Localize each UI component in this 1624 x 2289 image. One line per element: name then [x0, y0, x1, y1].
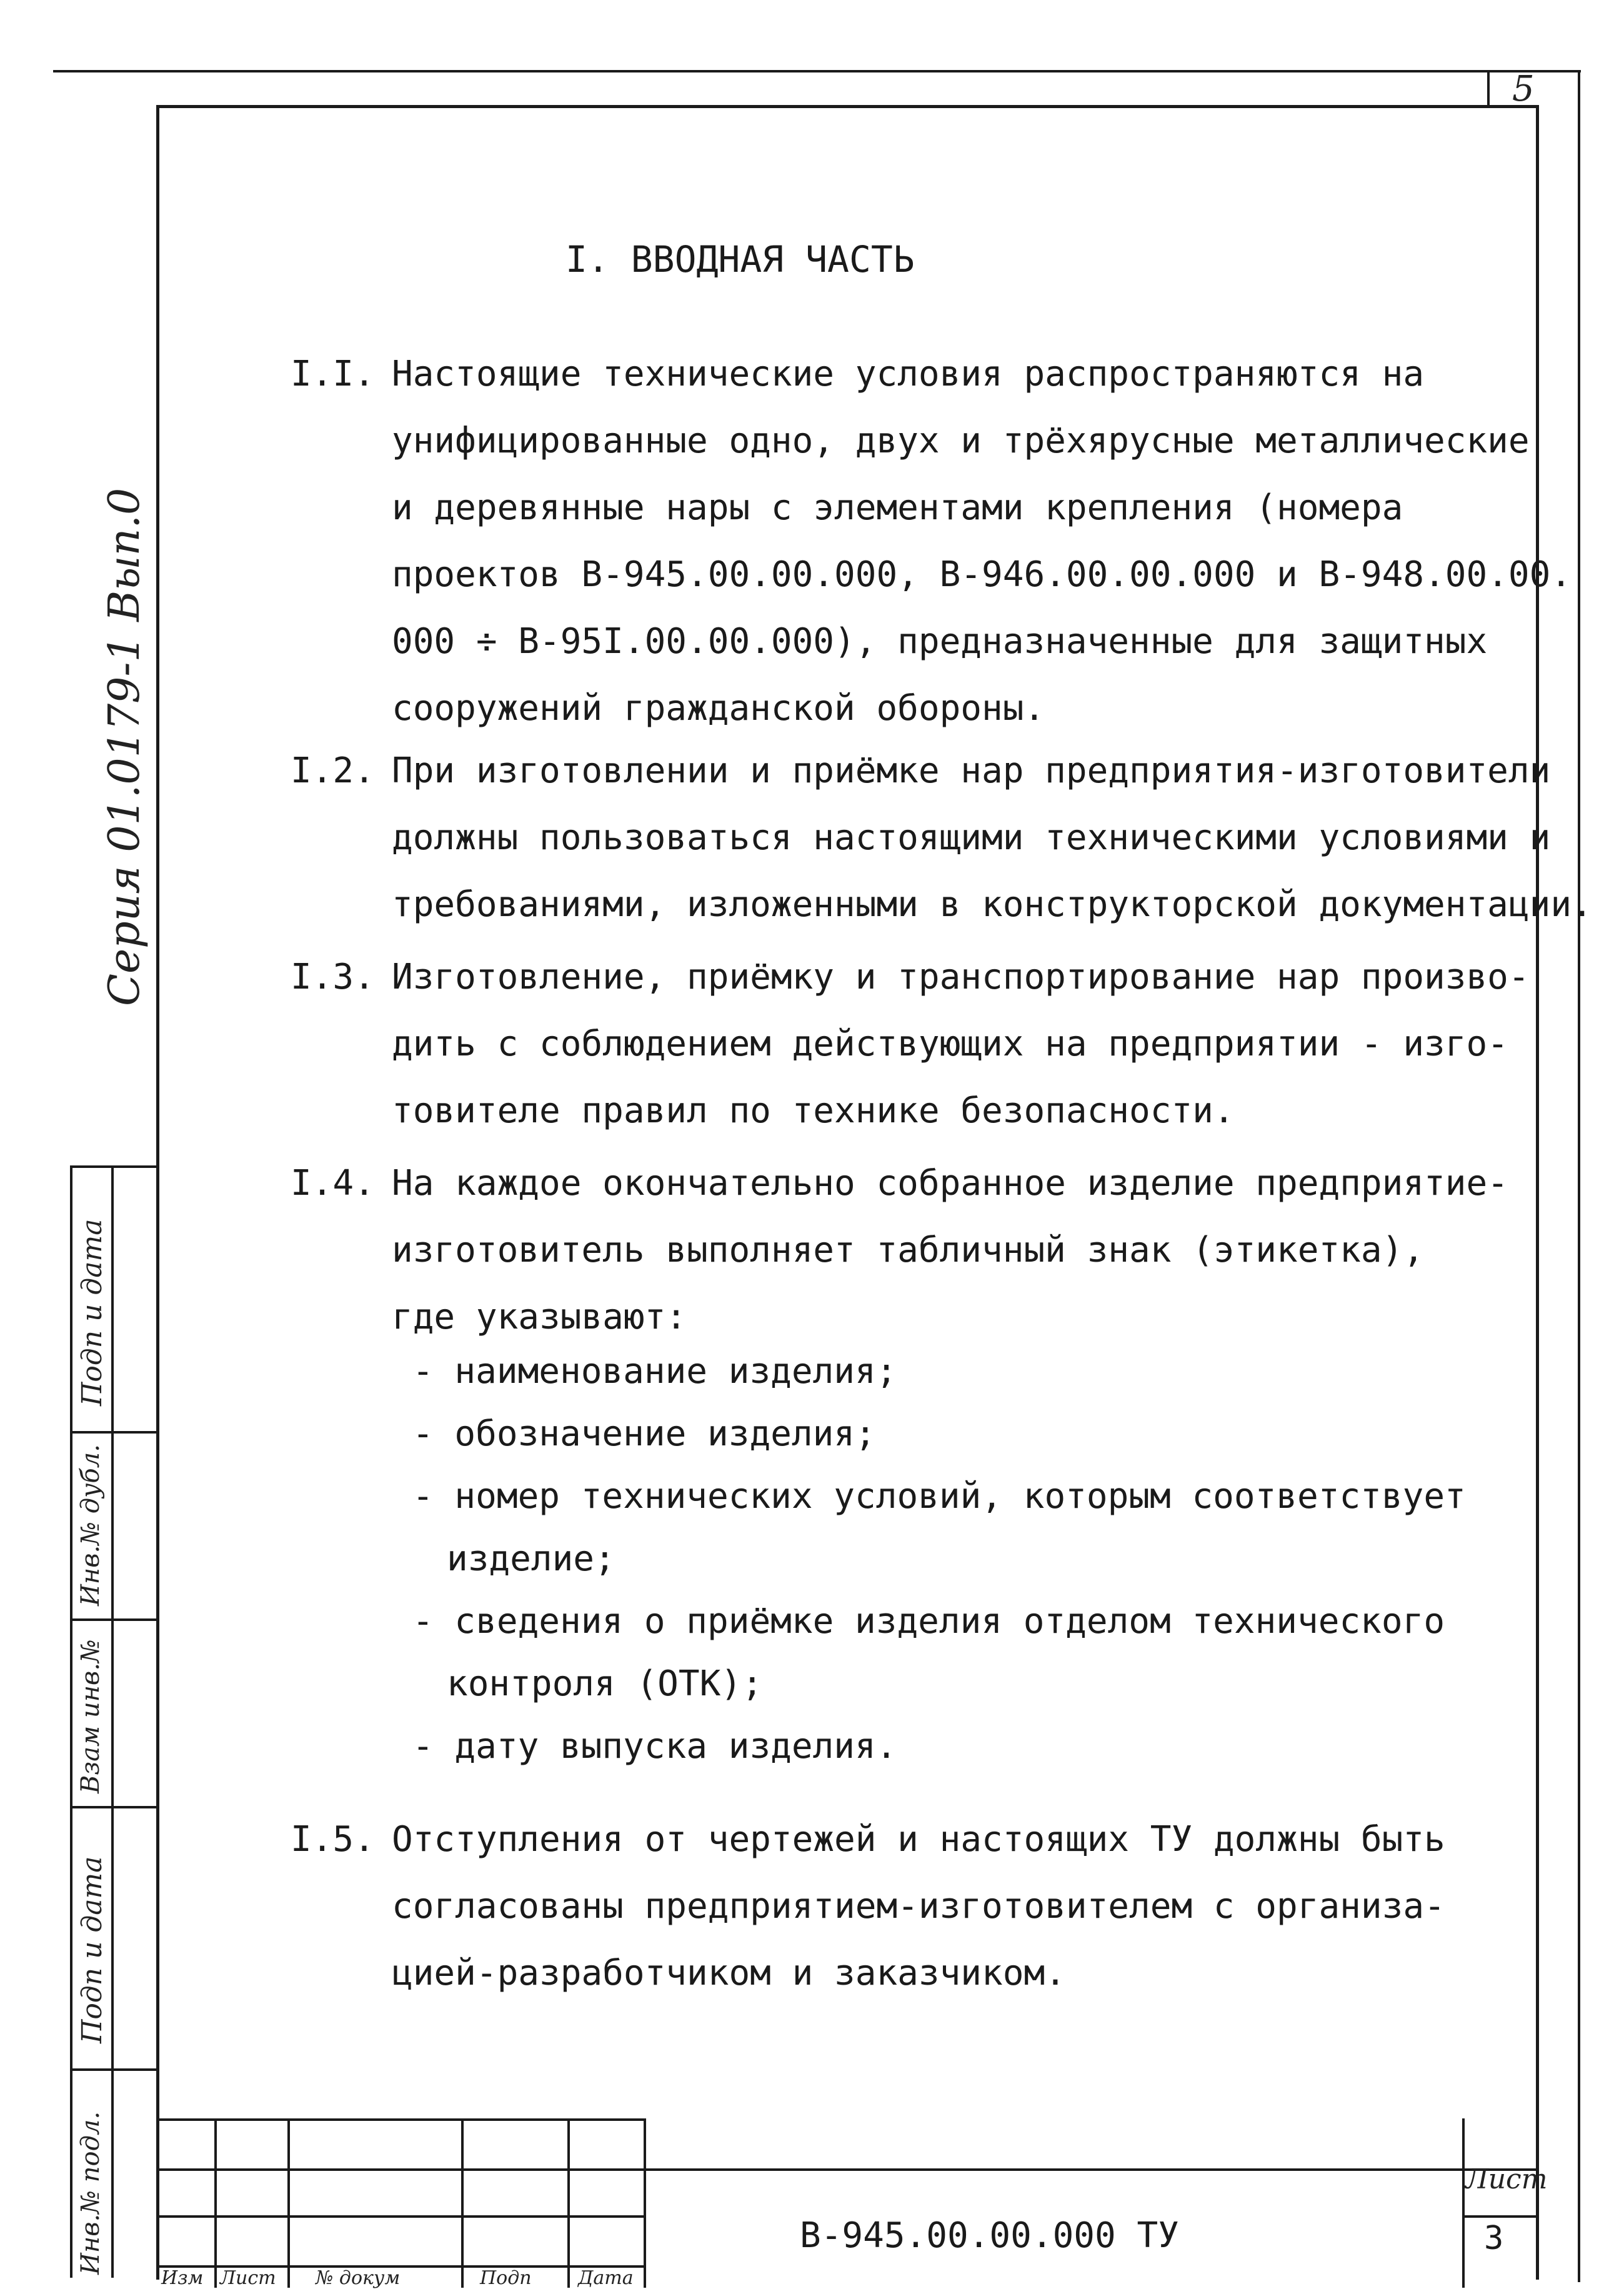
- column-header: Подп: [480, 2267, 532, 2289]
- document-designation: В-945.00.00.000 ТУ: [800, 2215, 1179, 2256]
- paragraph-line: сооружений гражданской обороны.: [392, 688, 1045, 729]
- list-item: - номер технических условий, которым соответствует: [412, 1476, 1466, 1517]
- series-label: Серия 01.0179-1 Вып.0: [100, 487, 149, 1006]
- paragraph-line: 000 ÷ В-95I.00.00.000), предназначенные для защитных: [392, 621, 1488, 662]
- column-header: Дата: [578, 2267, 634, 2289]
- paragraph-line: На каждое окончательно собранное изделие предприятие-: [392, 1163, 1508, 1204]
- column-header: Лист: [220, 2267, 276, 2289]
- paragraph-number: I.I.: [291, 354, 375, 394]
- list-item: - дату выпуска изделия.: [412, 1726, 897, 1767]
- paragraph-line: должны пользоваться настоящими техническими условиями и: [392, 817, 1551, 858]
- paragraph-line: Изготовление, приёмку и транспортирование нар произво-: [392, 957, 1530, 997]
- paragraph-line: где указывают:: [392, 1297, 687, 1337]
- list-item: - обозначение изделия;: [412, 1414, 876, 1454]
- paragraph-number: I.4.: [291, 1163, 375, 1204]
- paragraph-line: унифицированные одно, двух и трёхярусные металлические: [392, 421, 1530, 461]
- paragraph-line: При изготовлении и приёмке нар предприятия-изготовители: [392, 751, 1551, 791]
- paragraph-line: и деревянные нары с элементами крепления (номера: [392, 487, 1403, 528]
- paragraph-line: дить с соблюдением действующих на предприятии - изго-: [392, 1024, 1508, 1064]
- paragraph-line: изготовитель выполняет табличный знак (этикетка),: [392, 1230, 1425, 1270]
- list-item: - сведения о приёмке изделия отделом технического: [412, 1601, 1445, 1642]
- section-title: I. ВВОДНАЯ ЧАСТЬ: [565, 238, 915, 281]
- column-header: № докум: [316, 2267, 401, 2289]
- paragraph-line: цией-разработчиком и заказчиком.: [392, 1953, 1066, 1993]
- stamp-label-sign-date-2: Подп и дата: [76, 1856, 108, 2043]
- paragraph-line: согласованы предприятием-изготовителем с организа-: [392, 1886, 1445, 1927]
- sheet-label: Лист: [1465, 2163, 1548, 2195]
- list-item: контроля (ОТК);: [447, 1663, 763, 1704]
- paragraph-line: Настоящие технические условия распространяются на: [392, 354, 1425, 394]
- paragraph-number: I.5.: [291, 1819, 375, 1860]
- list-item: - наименование изделия;: [412, 1351, 897, 1392]
- paragraph-number: I.2.: [291, 751, 375, 791]
- paragraph-line: требованиями, изложенными в конструкторской документации.: [392, 884, 1593, 925]
- column-header: Изм: [161, 2267, 204, 2289]
- stamp-label-duplicate-inv: Инв.№ дубл.: [76, 1444, 105, 1606]
- stamp-label-original-inv: Инв.№ подл.: [76, 2111, 105, 2275]
- stamp-label-replacement-inv: Взам инв.№: [76, 1639, 105, 1793]
- paragraph-line: проектов В-945.00.00.000, В-946.00.00.000 и В-948.00.00.: [392, 554, 1572, 595]
- paragraph-line: Отступления от чертежей и настоящих ТУ должны быть: [392, 1819, 1445, 1860]
- paragraph-number: I.3.: [291, 957, 375, 997]
- paragraph-line: товителе правил по технике безопасности.: [392, 1090, 1235, 1131]
- page-number: 5: [1512, 69, 1535, 109]
- sheet-number: 3: [1484, 2220, 1504, 2257]
- stamp-label-sign-date: Подп и дата: [76, 1219, 108, 1406]
- list-item: изделие;: [447, 1538, 615, 1579]
